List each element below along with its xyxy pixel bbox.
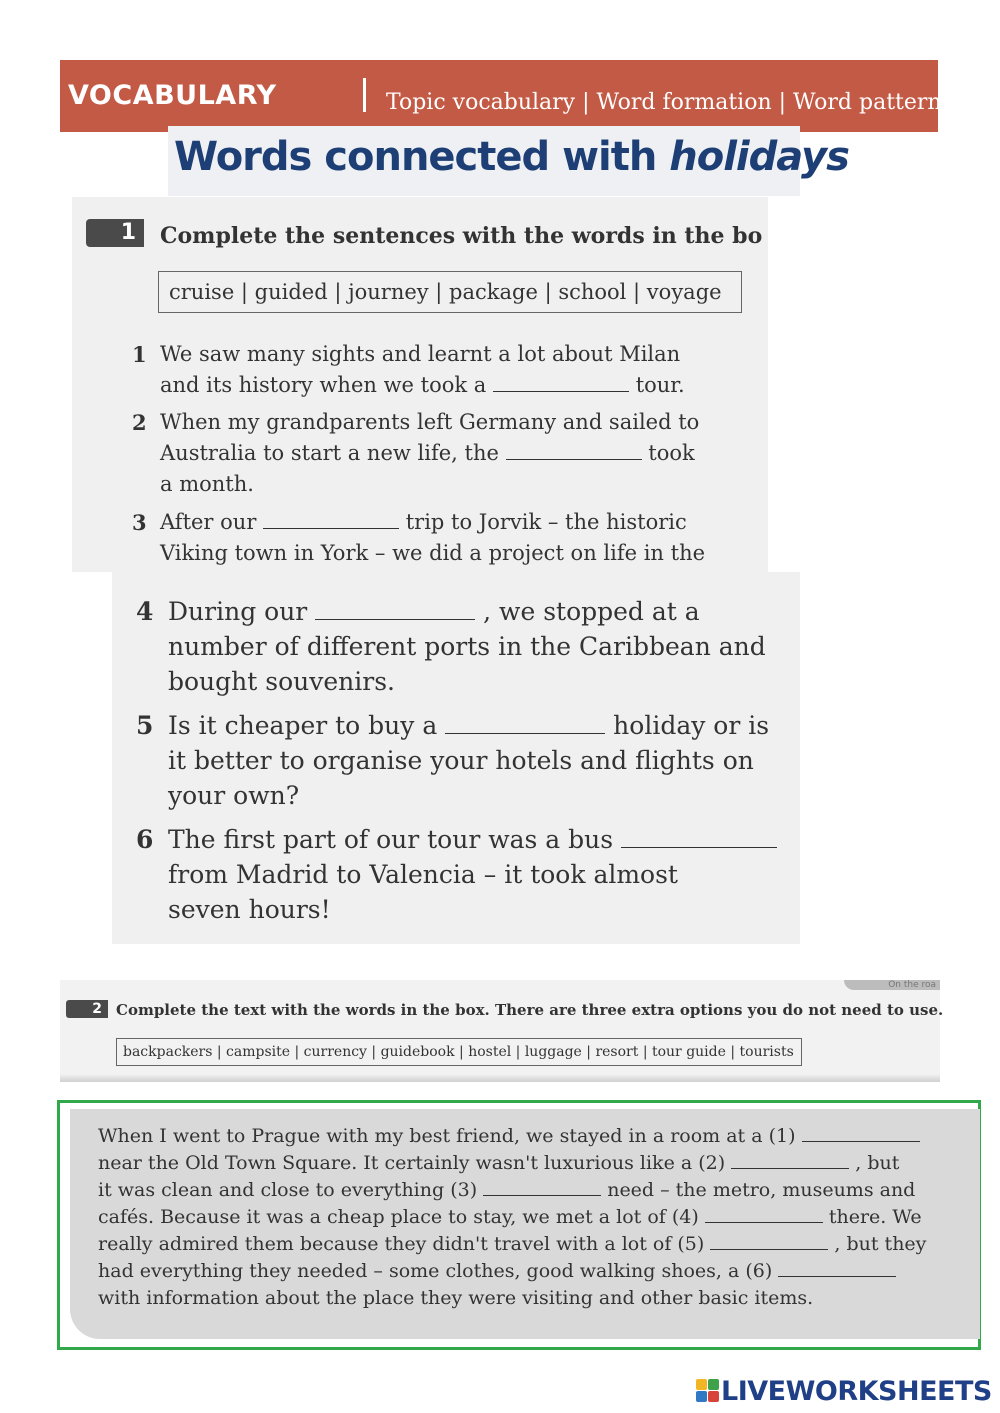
- text-passage-frame: [57, 1100, 981, 1350]
- passage-line: with information about the place they were visiting and other basic items.: [98, 1287, 814, 1309]
- exercise-1-item: [136, 594, 766, 699]
- page-title: [174, 134, 849, 180]
- exercise-1-item: [132, 339, 685, 401]
- passage-blank-5[interactable]: [710, 1235, 828, 1250]
- passage-line: [98, 1152, 899, 1174]
- exercise-1-instruction: Complete the sentences with the words in the bo: [160, 223, 763, 249]
- passage-line: [98, 1206, 922, 1228]
- passage-text: near the Old Town Square. It certainly wasn't luxurious like a (2): [98, 1152, 726, 1174]
- exercise-1-item: [132, 507, 706, 569]
- exercise-2-number: 2: [66, 1000, 108, 1018]
- item-line: bought souvenirs.: [168, 667, 395, 696]
- answer-blank-6[interactable]: [621, 829, 777, 848]
- item-line: from Madrid to Valencia – it took almost: [168, 860, 678, 889]
- item-line: [160, 370, 685, 401]
- passage-text: there. We: [828, 1206, 922, 1228]
- logo-wordmark: LIVEWORKSHEETS: [721, 1376, 992, 1407]
- section-label: VOCABULARY: [68, 80, 277, 111]
- exercise-1-bottom: [112, 572, 800, 944]
- passage-line: [98, 1179, 915, 1201]
- item-text: The first part of our tour was a bus: [168, 825, 614, 854]
- item-text: During our: [168, 597, 308, 626]
- page-title-plain: Words connected with: [174, 134, 670, 180]
- answer-blank-3[interactable]: [263, 510, 399, 529]
- exercise-1-item: [132, 407, 700, 500]
- liveworksheets-logo: [696, 1376, 996, 1410]
- item-line: [160, 507, 705, 538]
- item-line: [168, 594, 766, 629]
- passage-blank-3[interactable]: [483, 1181, 601, 1196]
- item-number: 4: [136, 597, 154, 626]
- item-number: 5: [136, 711, 154, 740]
- item-text: After our: [160, 510, 257, 534]
- exercise-2-word-box: backpackers | campsite | currency | guidebook | hostel | luggage | resort | tour guide | tourists: [116, 1038, 802, 1066]
- item-text: , we stopped at a: [483, 597, 700, 626]
- item-line: number of different ports in the Caribbean and: [168, 632, 766, 661]
- item-text: tour.: [635, 373, 685, 397]
- item-number: 1: [132, 342, 147, 367]
- passage-blank-6[interactable]: [778, 1262, 896, 1277]
- page-edge-shadow: [60, 1074, 940, 1082]
- item-text: trip to Jorvik – the historic: [405, 510, 687, 534]
- passage-text: , but: [855, 1152, 900, 1174]
- passage-text: need – the metro, museums and: [607, 1179, 916, 1201]
- item-line: [168, 822, 777, 857]
- item-line: When my grandparents left Germany and sailed to: [160, 410, 700, 434]
- text-passage: [70, 1109, 980, 1339]
- exercise-1-item: [136, 822, 777, 927]
- section-subtitle: Topic vocabulary | Word formation | Word patterns: [386, 90, 953, 115]
- item-text: and its history when we took a: [160, 373, 487, 397]
- item-line: [168, 708, 769, 743]
- answer-blank-1[interactable]: [493, 373, 629, 392]
- passage-text: it was clean and close to everything (3): [98, 1179, 478, 1201]
- passage-line: [98, 1233, 926, 1255]
- passage-text: When I went to Prague with my best friend, we stayed in a room at a (1): [98, 1125, 796, 1147]
- item-text: took: [648, 441, 695, 465]
- corner-label: On the roa: [844, 980, 940, 990]
- exercise-2: [60, 980, 944, 1082]
- passage-blank-2[interactable]: [731, 1154, 849, 1169]
- passage-line: [98, 1260, 896, 1282]
- logo-icon: [696, 1379, 720, 1403]
- passage-text: really admired them because they didn't travel with a lot of (5): [98, 1233, 705, 1255]
- item-number: 6: [136, 825, 154, 854]
- passage-text: cafés. Because it was a cheap place to stay, we met a lot of (4): [98, 1206, 699, 1228]
- exercise-1-word-box: cruise | guided | journey | package | school | voyage: [158, 271, 742, 313]
- section-banner: [60, 60, 953, 132]
- answer-blank-4[interactable]: [315, 601, 475, 620]
- passage-blank-4[interactable]: [705, 1208, 823, 1223]
- item-number: 3: [132, 510, 147, 535]
- item-line: seven hours!: [168, 895, 331, 924]
- item-line: [160, 438, 699, 469]
- answer-blank-2[interactable]: [506, 441, 642, 460]
- exercise-2-instruction: Complete the text with the words in the box. There are three extra options you do not need to use.: [116, 1001, 944, 1019]
- item-line: your own?: [168, 781, 300, 810]
- exercise-1-top: [72, 197, 768, 572]
- item-line: it better to organise your hotels and flights on: [168, 746, 754, 775]
- page-title-italic: holidays: [669, 134, 849, 180]
- item-line: We saw many sights and learnt a lot about Milan: [160, 342, 681, 366]
- item-line: a month.: [160, 472, 254, 496]
- passage-text: , but they: [834, 1233, 927, 1255]
- item-text: Australia to start a new life, the: [160, 441, 499, 465]
- page-title-panel: [168, 126, 849, 196]
- passage-blank-1[interactable]: [802, 1127, 920, 1142]
- answer-blank-5[interactable]: [445, 715, 605, 734]
- item-line: Viking town in York – we did a project on life in the: [160, 541, 706, 565]
- item-number: 2: [132, 410, 147, 435]
- item-text: holiday or is: [613, 711, 770, 740]
- passage-text: had everything they needed – some clothes, good walking shoes, a (6): [98, 1260, 773, 1282]
- passage-line: [98, 1125, 920, 1147]
- item-text: Is it cheaper to buy a: [168, 711, 438, 740]
- banner-divider: [363, 78, 366, 112]
- exercise-1-item: [136, 708, 770, 813]
- exercise-1-number: 1: [86, 219, 144, 247]
